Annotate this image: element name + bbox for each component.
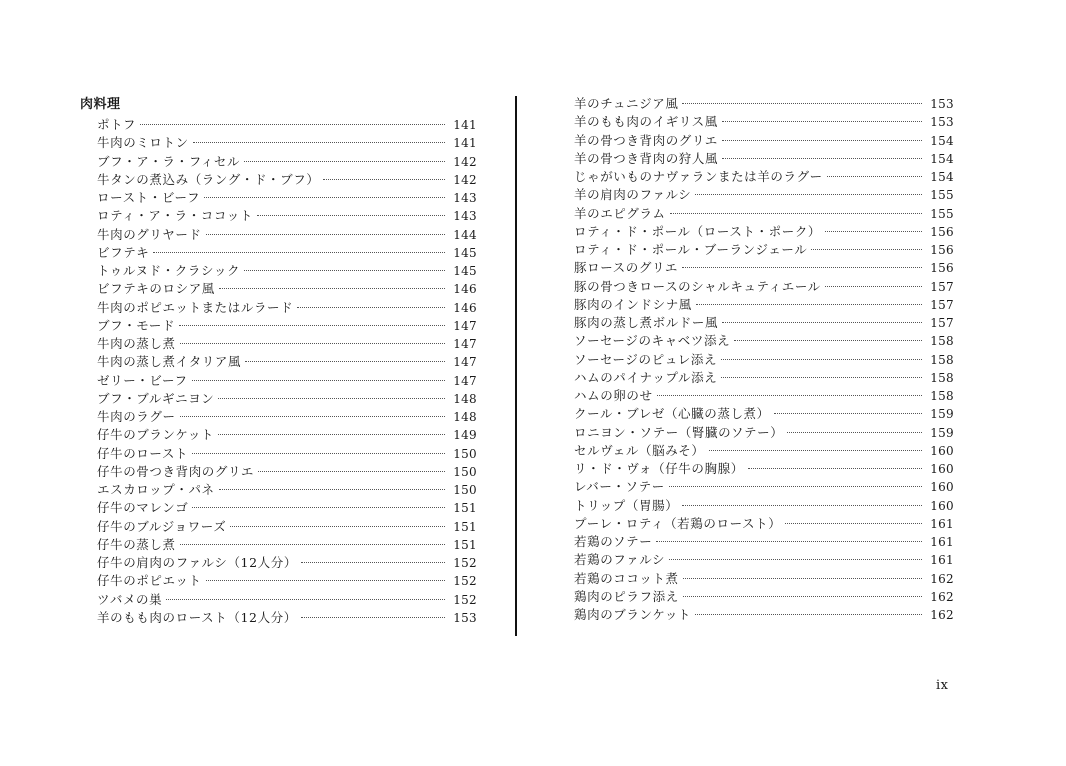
dot-leader <box>682 267 922 268</box>
toc-entry-page: 153 <box>930 97 954 111</box>
dot-leader <box>683 578 922 579</box>
dot-leader <box>825 231 922 232</box>
dot-leader <box>670 213 922 214</box>
toc-entry <box>574 332 954 350</box>
toc-entry-page: 156 <box>930 261 954 276</box>
toc-entry <box>574 588 954 606</box>
toc-entry <box>97 134 477 152</box>
toc-entry-title: ロティ・ド・ポール（ロースト・ポーク） <box>574 223 822 239</box>
dot-leader <box>301 562 445 563</box>
dot-leader <box>192 507 445 508</box>
toc-entry <box>97 518 477 536</box>
toc-entry <box>574 424 954 442</box>
toc-entry-page: 148 <box>453 410 477 424</box>
toc-entry-title: ハムのパイナップル添え <box>574 369 718 385</box>
dot-leader <box>721 359 922 360</box>
toc-entry-title: ロティ・ア・ラ・ココット <box>97 208 253 224</box>
toc-entry <box>574 95 954 113</box>
toc-entry-title: 牛肉のミロトン <box>97 135 189 151</box>
toc-entry-page: 151 <box>453 537 477 552</box>
dot-leader <box>695 614 922 615</box>
toc-entry-page: 160 <box>930 462 954 476</box>
toc-entry <box>97 335 477 353</box>
toc-entry-page: 160 <box>930 480 954 495</box>
toc-entry <box>97 445 477 463</box>
dot-leader <box>179 325 445 326</box>
toc-entry <box>574 570 954 588</box>
toc-left-column <box>97 116 477 627</box>
toc-entry <box>574 223 954 241</box>
toc-entry-title: ビフテキのロシア風 <box>97 281 215 297</box>
dot-leader <box>721 377 922 378</box>
toc-entry <box>574 168 954 186</box>
dot-leader <box>734 340 922 341</box>
dot-leader <box>244 270 445 271</box>
dot-leader <box>219 288 445 289</box>
toc-entry-title: ゼリー・ビーフ <box>97 372 188 388</box>
toc-entry-title: 羊の骨つき背肉のグリエ <box>574 132 718 148</box>
dot-leader <box>192 380 445 381</box>
toc-entry-page: 160 <box>930 498 954 513</box>
toc-entry <box>574 150 954 168</box>
dot-leader <box>297 307 445 308</box>
toc-entry <box>97 390 477 408</box>
toc-entry-title: 牛肉の蒸し煮イタリア風 <box>97 354 242 370</box>
toc-entry <box>574 369 954 387</box>
toc-entry <box>97 299 477 317</box>
dot-leader <box>323 179 445 180</box>
toc-entry <box>574 113 954 131</box>
toc-entry <box>97 463 477 481</box>
dot-leader <box>696 304 922 305</box>
toc-entry-page: 154 <box>930 151 954 166</box>
toc-entry-page: 154 <box>930 170 954 184</box>
toc-entry-title: 仔牛のブルジョワーズ <box>97 518 227 534</box>
toc-entry-page: 152 <box>453 574 477 589</box>
page-number: ix <box>936 678 949 693</box>
dot-leader <box>709 450 922 451</box>
toc-entry-page: 148 <box>453 391 477 406</box>
toc-entry-title: ツバメの巣 <box>97 591 163 607</box>
toc-entry-title: レバー・ソテー <box>574 479 665 495</box>
toc-entry-title: トゥルヌド・クラシック <box>97 263 241 278</box>
dot-leader <box>683 596 922 597</box>
dot-leader <box>722 121 922 122</box>
toc-entry-title: ポトフ <box>97 117 136 132</box>
toc-entry-title: 鶏肉のピラフ添え <box>574 588 679 604</box>
toc-entry-page: 146 <box>453 300 477 315</box>
toc-entry <box>574 186 954 204</box>
toc-entry-page: 143 <box>453 191 477 205</box>
toc-entry-page: 153 <box>930 115 954 130</box>
toc-entry <box>97 572 477 590</box>
toc-right-column <box>574 95 954 624</box>
toc-entry-page: 161 <box>930 516 954 531</box>
toc-entry <box>97 207 477 225</box>
toc-entry-page: 146 <box>453 282 477 297</box>
toc-entry-page: 153 <box>453 610 477 625</box>
toc-entry-title: 仔牛のポピエット <box>97 573 202 589</box>
toc-entry-title: 牛肉のポピエットまたはルラード <box>97 299 294 315</box>
toc-entry-title: セルヴェル（脳みそ） <box>574 442 705 458</box>
toc-entry-title: 羊のチュニジア風 <box>574 96 679 111</box>
dot-leader <box>695 194 922 195</box>
toc-entry <box>574 259 954 277</box>
toc-entry <box>574 278 954 296</box>
toc-entry-title: ソーセージのピュレ添え <box>574 351 718 367</box>
toc-entry <box>574 551 954 569</box>
toc-entry <box>97 317 477 335</box>
toc-entry-page: 156 <box>930 243 954 257</box>
toc-entry <box>574 241 954 259</box>
toc-entry-page: 151 <box>453 519 477 534</box>
toc-entry <box>97 189 477 207</box>
toc-entry-page: 143 <box>453 209 477 224</box>
toc-entry <box>97 244 477 262</box>
toc-entry-title: 牛肉のグリヤード <box>97 226 202 242</box>
toc-entry-title: 鶏肉のブランケット <box>574 607 692 622</box>
toc-entry-page: 159 <box>930 407 954 422</box>
dot-leader <box>245 361 445 362</box>
dot-leader <box>669 486 922 487</box>
toc-entry-title: クール・ブレゼ（心臓の蒸し煮） <box>574 406 770 422</box>
toc-entry-page: 158 <box>930 352 954 367</box>
toc-entry-title: 牛肉のラグー <box>97 409 176 424</box>
toc-entry-page: 152 <box>453 556 477 570</box>
dot-leader <box>827 176 922 177</box>
dot-leader <box>230 526 445 527</box>
dot-leader <box>180 544 445 545</box>
toc-entry-page: 158 <box>930 389 954 403</box>
toc-entry <box>97 153 477 171</box>
toc-entry-page: 162 <box>930 608 954 622</box>
toc-entry <box>574 606 954 624</box>
dot-leader <box>301 617 445 618</box>
dot-leader <box>669 559 922 560</box>
toc-entry-title: ブフ・ア・ラ・フィセル <box>97 153 241 169</box>
toc-entry <box>574 460 954 478</box>
toc-entry <box>574 497 954 515</box>
toc-entry <box>97 116 477 134</box>
toc-entry-page: 150 <box>453 464 477 479</box>
toc-entry-page: 151 <box>453 501 477 516</box>
toc-entry-title: 豚肉の蒸し煮ボルドー風 <box>574 315 719 330</box>
section-title: 肉料理 <box>80 97 121 112</box>
toc-entry-page: 142 <box>453 172 477 187</box>
dot-leader <box>140 124 445 125</box>
toc-entry <box>97 262 477 280</box>
toc-entry <box>574 442 954 460</box>
toc-entry-page: 149 <box>453 428 477 443</box>
toc-entry-page: 147 <box>453 355 477 370</box>
toc-entry-title: ハムの卵のせ <box>574 388 653 403</box>
dot-leader <box>218 398 445 399</box>
dot-leader <box>218 434 445 435</box>
toc-entry-title: 羊の肩肉のファルシ <box>574 187 692 203</box>
toc-entry-title: 豚ロースのグリエ <box>574 260 678 276</box>
dot-leader <box>180 343 445 344</box>
dot-leader <box>657 395 922 396</box>
toc-entry-page: 160 <box>930 443 954 458</box>
toc-entry-title: 若鶏のファルシ <box>574 552 666 568</box>
dot-leader <box>166 599 445 600</box>
dot-leader <box>193 142 445 143</box>
toc-entry-page: 154 <box>930 133 954 148</box>
dot-leader <box>258 471 445 472</box>
toc-entry <box>97 536 477 554</box>
toc-entry-page: 141 <box>453 136 477 151</box>
toc-entry-title: ロティ・ド・ポール・ブーランジェール <box>574 242 808 257</box>
toc-entry-page: 161 <box>930 535 954 549</box>
toc-entry-page: 157 <box>930 316 954 330</box>
toc-entry-title: プーレ・ロティ（若鶏のロースト） <box>574 515 782 531</box>
toc-entry-page: 162 <box>930 589 954 604</box>
dot-leader <box>206 234 445 235</box>
toc-entry-page: 155 <box>930 188 954 203</box>
toc-entry <box>97 554 477 572</box>
toc-entry <box>574 478 954 496</box>
dot-leader <box>180 416 445 417</box>
toc-entry <box>97 499 477 517</box>
toc-entry-title: 羊のエピグラム <box>574 205 666 221</box>
dot-leader <box>682 103 922 104</box>
toc-entry <box>97 171 477 189</box>
dot-leader <box>257 215 445 216</box>
toc-entry-page: 147 <box>453 337 477 351</box>
toc-entry-page: 144 <box>453 227 477 242</box>
toc-entry <box>97 609 477 627</box>
toc-entry-title: エスカロップ・パネ <box>97 482 215 497</box>
dot-leader <box>204 197 445 198</box>
toc-entry-page: 141 <box>453 118 477 132</box>
toc-entry-title: リ・ド・ヴォ（仔牛の胸腺） <box>574 461 744 476</box>
dot-leader <box>206 580 445 581</box>
toc-entry-title: 仔牛の骨つき背肉のグリエ <box>97 463 254 479</box>
toc-entry-title: 仔牛のブランケット <box>97 427 215 443</box>
toc-entry <box>574 132 954 150</box>
toc-entry-page: 159 <box>930 425 954 440</box>
toc-entry-page: 150 <box>453 483 477 497</box>
toc-entry <box>97 408 477 426</box>
toc-entry-page: 152 <box>453 592 477 607</box>
toc-entry <box>574 387 954 405</box>
toc-entry-page: 145 <box>453 245 477 260</box>
toc-entry-title: 仔牛のロースト <box>97 445 189 461</box>
toc-entry <box>97 591 477 609</box>
toc-entry <box>97 226 477 244</box>
toc-entry-title: 豚肉のインドシナ風 <box>574 296 692 312</box>
column-divider <box>515 96 517 636</box>
toc-entry <box>574 405 954 423</box>
toc-entry-page: 158 <box>930 370 954 385</box>
dot-leader <box>219 489 445 490</box>
toc-entry <box>97 372 477 390</box>
toc-entry <box>97 481 477 499</box>
toc-entry-page: 161 <box>930 553 954 568</box>
toc-entry <box>574 314 954 332</box>
toc-entry-title: 羊の骨つき背肉の狩人風 <box>574 150 719 166</box>
toc-entry-title: 仔牛の蒸し煮 <box>97 536 176 552</box>
toc-entry <box>97 353 477 371</box>
dot-leader <box>825 286 922 287</box>
toc-entry-title: じゃがいものナヴァランまたは羊のラグー <box>574 169 823 184</box>
dot-leader <box>785 523 922 524</box>
toc-entry <box>97 280 477 298</box>
dot-leader <box>722 140 922 141</box>
toc-entry-title: ソーセージのキャベツ添え <box>574 333 731 349</box>
toc-entry-page: 155 <box>930 206 954 221</box>
toc-entry-title: 豚の骨つきロースのシャルキュティエール <box>574 278 821 294</box>
toc-entry-title: 若鶏のソテー <box>574 534 653 549</box>
toc-entry-page: 142 <box>453 154 477 169</box>
toc-entry <box>574 515 954 533</box>
toc-entry-title: 仔牛のマレンゴ <box>97 500 189 516</box>
dot-leader <box>244 161 445 162</box>
toc-entry-title: 牛タンの煮込み（ラング・ド・ブフ） <box>97 171 320 187</box>
toc-entry-title: 羊のもも肉のイギリス風 <box>574 114 718 130</box>
dot-leader <box>192 453 445 454</box>
dot-leader <box>811 249 922 250</box>
toc-entry-page: 162 <box>930 571 954 586</box>
toc-entry-page: 157 <box>930 297 954 312</box>
toc-entry-title: ロースト・ビーフ <box>97 190 201 205</box>
toc-entry <box>574 296 954 314</box>
dot-leader <box>656 541 922 542</box>
toc-entry-title: 仔牛の肩肉のファルシ（12人分） <box>97 555 297 570</box>
toc-entry-page: 145 <box>453 264 477 278</box>
toc-entry-title: 牛肉の蒸し煮 <box>97 336 176 351</box>
toc-entry-page: 156 <box>930 224 954 239</box>
dot-leader <box>682 505 922 506</box>
toc-entry-page: 147 <box>453 318 477 333</box>
dot-leader <box>722 158 922 159</box>
dot-leader <box>153 252 445 253</box>
toc-entry <box>97 426 477 444</box>
toc-entry-page: 158 <box>930 334 954 349</box>
toc-entry-title: ビフテキ <box>97 244 150 260</box>
dot-leader <box>787 432 922 433</box>
toc-entry-title: トリップ（胃腸） <box>574 497 679 513</box>
toc-entry-title: ブフ・モード <box>97 317 176 333</box>
toc-entry-page: 147 <box>453 373 477 388</box>
dot-leader <box>774 413 922 414</box>
dot-leader <box>722 322 922 323</box>
toc-entry-page: 157 <box>930 279 954 294</box>
toc-entry-title: ロニヨン・ソテー（腎臓のソテー） <box>574 424 784 440</box>
toc-entry-title: 羊のもも肉のロースト（12人分） <box>97 609 297 625</box>
toc-entry <box>574 205 954 223</box>
toc-entry-title: ブフ・ブルギニヨン <box>97 390 215 406</box>
toc-entry <box>574 351 954 369</box>
toc-entry-page: 150 <box>453 446 477 461</box>
toc-entry <box>574 533 954 551</box>
dot-leader <box>748 468 922 469</box>
toc-entry-title: 若鶏のココット煮 <box>574 570 679 586</box>
